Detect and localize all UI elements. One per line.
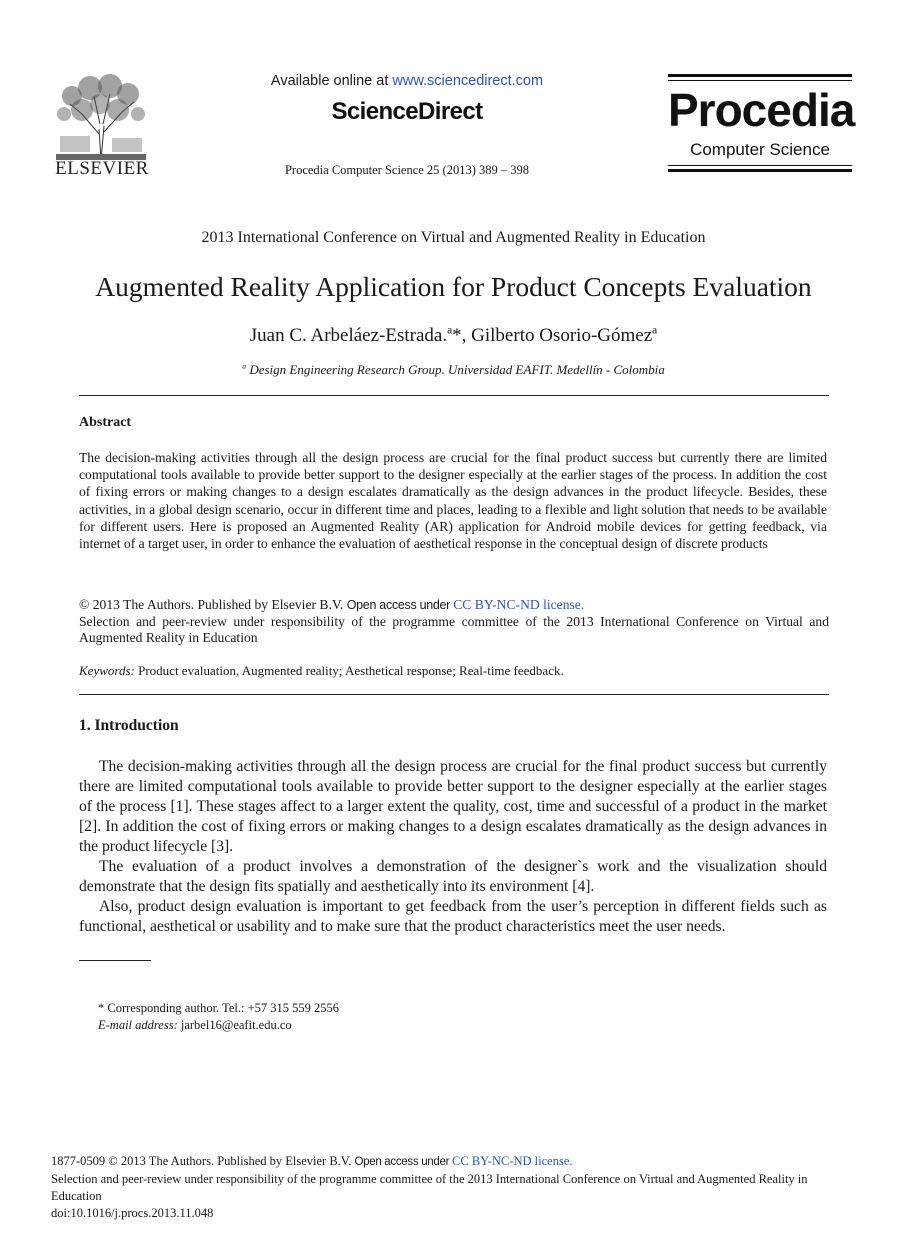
footer-open-access: Open access under: [354, 1156, 453, 1168]
abstract-body: The decision-making activities through all the design process are crucial for the final product success but currently there are limited computational tools available to provide better support to the designer especially at the earlier stages of the process. In addition the cost of fixing errors or making changes to a design escalates dramatically as the design advances in the product lifecycle. Besides, these activities, in a global design scenario, occur in different time and places, leading to a flexible and light solution that needs to be available for different users. Here is proposed an Augmented Reality (AR) application for Android mobile devices for getting feedback, via internet of a target user, in order to enhance the evaluation of aesthetical response in the conceptual design of discrete products: [79, 450, 827, 552]
procedia-rule-top-thin: [668, 80, 852, 81]
journal-citation: Procedia Computer Science 25 (2013) 389 – 398: [284, 163, 530, 177]
issn-copyright: 1877-0509 © 2013 The Authors. Published by Elsevier B.V.: [51, 1154, 355, 1168]
available-online-label: Available online at: [270, 73, 393, 89]
elsevier-tree-icon: [52, 74, 150, 162]
copyright-block: [79, 597, 829, 647]
author-1-corresponding-mark: *,: [452, 325, 472, 346]
email-label: E-mail address:: [98, 1018, 178, 1032]
author-1-affil: a: [447, 324, 453, 337]
affiliation: [40, 362, 867, 378]
author-1: Juan C. Arbeláez-Estrada.: [249, 325, 448, 346]
affiliation-mark: a: [242, 361, 247, 371]
intro-paragraph: The evaluation of a product involves a demonstration of the designer`s work and the visualization should demonstrate that the design fits spatially and aesthetically into its environment [4].: [79, 858, 827, 895]
procedia-title: Procedia: [668, 84, 855, 136]
procedia-rule-top: [668, 74, 852, 77]
abstract-heading: Abstract: [79, 415, 132, 430]
peer-review-note: Selection and peer-review under responsibility of the programme committee of the 2013 International Conference on Virtual and Augmented Reality in Education: [79, 613, 829, 645]
rule-below-keywords: [79, 694, 829, 695]
license-link[interactable]: CC BY-NC-ND license.: [453, 597, 585, 612]
paper-title: Augmented Reality Application for Product Concepts Evaluation: [95, 271, 812, 302]
procedia-rule-bottom: [668, 169, 852, 172]
available-online: [200, 73, 614, 89]
footnote-rule: [79, 960, 151, 961]
open-access-text: Open access under: [346, 598, 454, 612]
email-address: jarbel16@eafit.edu.co: [177, 1018, 292, 1032]
introduction-heading: 1. Introduction: [79, 717, 179, 734]
procedia-subtitle: Computer Science: [690, 140, 830, 159]
issn-line: [51, 1153, 851, 1171]
sciencedirect-link[interactable]: www.sciencedirect.com: [392, 73, 544, 89]
copyright-line: [79, 597, 829, 614]
author-2: Gilberto Osorio-Gómez: [471, 325, 653, 346]
affiliation-text: Design Engineering Research Group. Universidad EAFIT. Medellín - Colombia: [246, 362, 665, 377]
sciencedirect-logo: ScienceDirect: [331, 98, 483, 125]
introduction-body: [79, 757, 827, 937]
corresponding-author: * Corresponding author. Tel.: +57 315 559 2556: [98, 1001, 339, 1015]
keywords-list: Product evaluation, Augmented reality; Aesthetical response; Real-time feedback.: [134, 663, 564, 678]
author-list: [40, 325, 867, 347]
conference-name: 2013 International Conference on Virtual and Augmented Reality in Education: [201, 229, 706, 246]
elsevier-wordmark: ELSEVIER: [55, 158, 149, 179]
intro-paragraph: Also, product design evaluation is important to get feedback from the user’s perception in different fields such as functional, aesthetical or usability and to make sure that the product characteristics meet the user needs.: [79, 898, 827, 935]
page-footer: [51, 1153, 851, 1222]
footer-peer-review: Selection and peer-review under responsibility of the programme committee of the 2013 International Conference on Virtual and Augmented Reality in Education: [51, 1172, 808, 1203]
elsevier-logo: [52, 74, 152, 178]
copyright-text: © 2013 The Authors. Published by Elsevier B.V.: [79, 597, 347, 612]
author-2-affil: a: [652, 324, 658, 337]
procedia-logo: [668, 74, 855, 176]
doi: doi:10.1016/j.procs.2013.11.048: [51, 1206, 214, 1220]
keywords-label: Keywords:: [79, 663, 135, 678]
email-line: [98, 1018, 292, 1033]
footer-license-link[interactable]: CC BY-NC-ND license.: [452, 1154, 573, 1168]
keywords: [79, 663, 829, 679]
intro-paragraph: The decision-making activities through all the design process are crucial for the final product success but currently there are limited computational tools available to provide better support to the designer especially at the earlier stages of the process [1]. These stages affect to a larger extent the quality, cost, time and successful of a product in the market [2]. In addition the cost of fixing errors or making changes to a design escalates dramatically as the design advances in the product lifecycle [3].: [79, 758, 827, 855]
procedia-rule-bottom-thin: [668, 165, 852, 166]
rule-above-abstract: [79, 395, 829, 396]
